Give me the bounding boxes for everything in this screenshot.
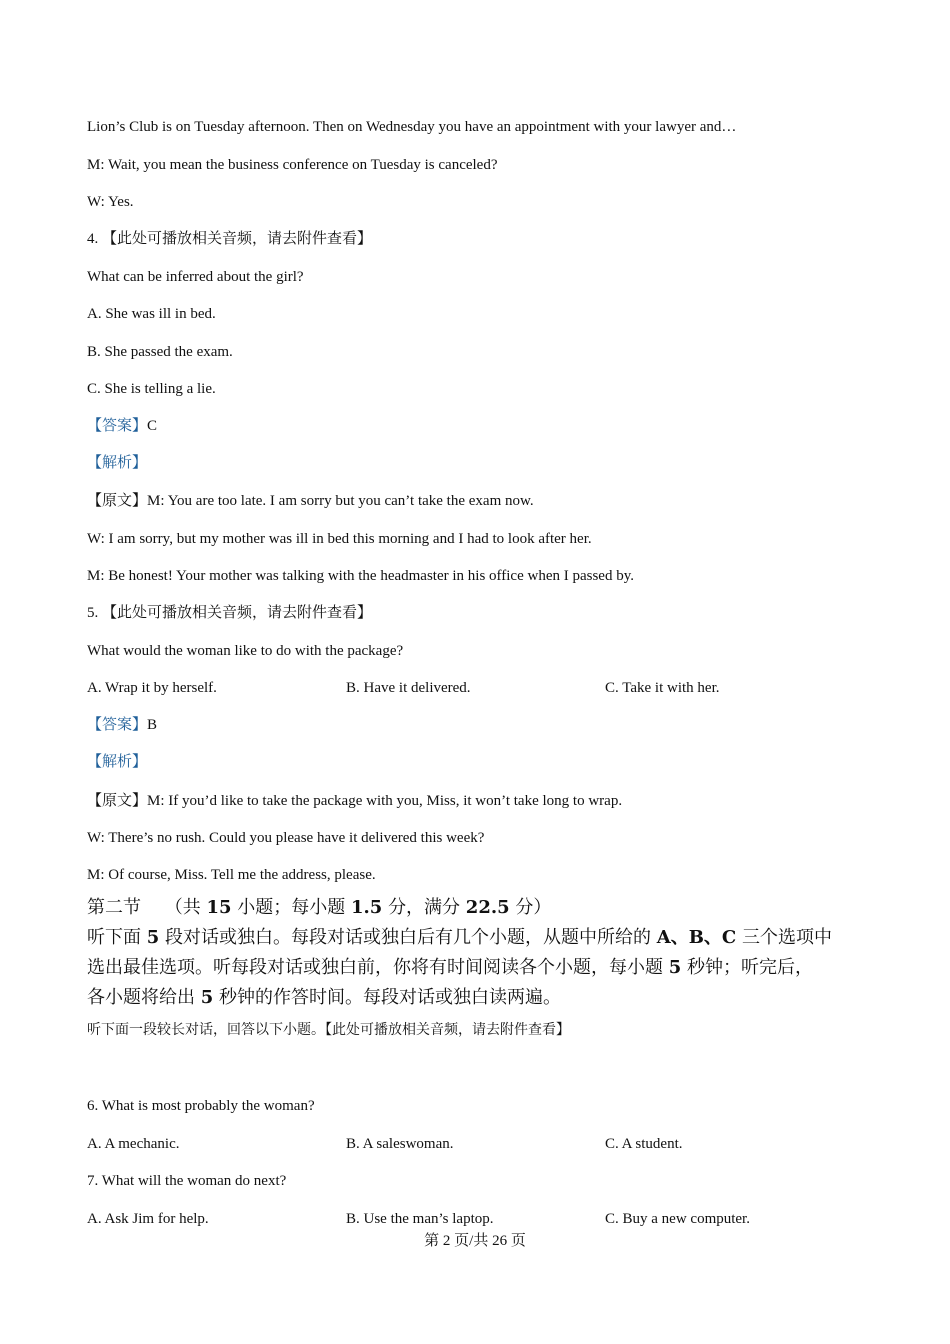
answer-value: C bbox=[147, 418, 158, 434]
q4-question: What can be inferred about the girl? bbox=[87, 269, 304, 285]
q4-transcript-3: M: Be honest! Your mother was talking with the headmaster in his office when I passed by. bbox=[87, 568, 634, 584]
q5-option-a: A. Wrap it by herself. bbox=[87, 680, 217, 696]
intro-line-3: W: Yes. bbox=[87, 194, 134, 210]
answer-label: 【答案】 bbox=[87, 717, 148, 733]
intro-line-2: M: Wait, you mean the business conference on Tuesday is canceled? bbox=[87, 157, 498, 173]
q5-option-b: B. Have it delivered. bbox=[346, 680, 471, 696]
q6-option-a: A. A mechanic. bbox=[87, 1136, 180, 1152]
q4-analysis-label: 【解析】 bbox=[87, 455, 148, 471]
intro-line-1: Lion’s Club is on Tuesday afternoon. Then on Wednesday you have an appointment with your lawyer and… bbox=[87, 119, 737, 135]
q4-answer bbox=[87, 416, 157, 436]
q4-option-c: C. She is telling a lie. bbox=[87, 381, 216, 397]
q7-question: 7. What will the woman do next? bbox=[87, 1173, 287, 1189]
page-footer: 第 2 页/共 26 页 bbox=[424, 1233, 526, 1249]
q4-option-b: B. She passed the exam. bbox=[87, 344, 233, 360]
answer-label: 【答案】 bbox=[87, 418, 148, 434]
q7-option-c: C. Buy a new computer. bbox=[605, 1211, 750, 1227]
q5-transcript-1 bbox=[87, 791, 622, 811]
answer-value: B bbox=[147, 717, 158, 733]
q5-transcript-3: M: Of course, Miss. Tell me the address, please. bbox=[87, 867, 376, 883]
q5-question: What would the woman like to do with the package? bbox=[87, 643, 404, 659]
q4-transcript-2: W: I am sorry, but my mother was ill in bed this morning and I had to look after her. bbox=[87, 531, 592, 547]
original-label: 【原文】 bbox=[87, 493, 148, 509]
q7-option-a: A. Ask Jim for help. bbox=[87, 1211, 209, 1227]
section2-heading: 第二节 （共 15 小题；每小题 1.5 分，满分 22.5 分） bbox=[87, 897, 552, 918]
section2-para-line-2: 选出最佳选项。听每段对话或独白前，你将有时间阅读各个小题，每小题 5 秒钟；听完后， bbox=[87, 957, 813, 978]
q4-option-a: A. She was ill in bed. bbox=[87, 306, 216, 322]
q6-question: 6. What is most probably the woman? bbox=[87, 1098, 315, 1114]
q5-option-c: C. Take it with her. bbox=[605, 680, 720, 696]
q5-analysis-label: 【解析】 bbox=[87, 754, 148, 770]
q6-option-b: B. A saleswoman. bbox=[346, 1136, 454, 1152]
section2-instruction: 听下面一段较长对话，回答以下小题。【此处可播放相关音频，请去附件查看】 bbox=[87, 1022, 570, 1038]
q5-answer bbox=[87, 715, 157, 735]
q5-transcript-2: W: There’s no rush. Could you please have it delivered this week? bbox=[87, 830, 485, 846]
q6-option-c: C. A student. bbox=[605, 1136, 683, 1152]
transcript-text: M: You are too late. I am sorry but you can’t take the exam now. bbox=[147, 493, 534, 509]
transcript-text: M: If you’d like to take the package with you, Miss, it won’t take long to wrap. bbox=[147, 793, 623, 809]
q4-transcript-1 bbox=[87, 491, 534, 511]
q5-audio: 5. 【此处可播放相关音频，请去附件查看】 bbox=[87, 605, 373, 621]
q4-audio: 4. 【此处可播放相关音频，请去附件查看】 bbox=[87, 231, 373, 247]
q7-option-b: B. Use the man’s laptop. bbox=[346, 1211, 494, 1227]
section2-para-line-3: 各小题将给出 5 秒钟的作答时间。每段对话或独白读两遍。 bbox=[87, 987, 561, 1008]
section2-para-line-1: 听下面 5 段对话或独白。每段对话或独白后有几个小题，从题中所给的 A、B、C 三个选项中 bbox=[87, 927, 832, 948]
original-label: 【原文】 bbox=[87, 793, 148, 809]
